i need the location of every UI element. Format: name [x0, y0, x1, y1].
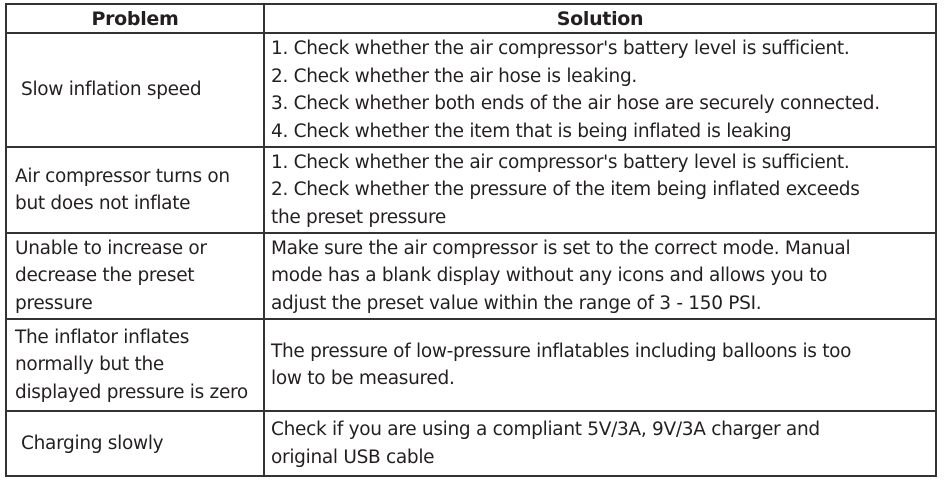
solution-text-line: Check if you are using a compliant 5V/3A, 9V/3A charger and [271, 419, 820, 440]
troubleshooting-table [5, 3, 937, 477]
solution-cell [264, 33, 936, 147]
solution-text-line: 1. Check whether the air compressor's battery level is sufficient. [271, 151, 850, 173]
table-row [6, 411, 936, 476]
solution-text-line: The pressure of low-pressure inflatables including balloons is too [271, 340, 852, 362]
solution-text-line: 2. Check whether the air hose is leaking. [271, 65, 637, 87]
solution-text-line: low to be measured. [271, 368, 455, 389]
solution-text-line: 4. Check whether the item that is being inflated is leaking [271, 120, 792, 142]
solution-text-line: adjust the preset value within the range of 3 - 150 PSI. [271, 292, 762, 314]
solution-text-line: 1. Check whether the air compressor's battery level is sufficient. [271, 38, 850, 59]
solution-text-line: 2. Check whether the pressure of the item being inflated exceeds [271, 179, 860, 201]
solution-text-line: mode has a blank display without any icons and allows you to [271, 265, 828, 287]
problem-cell [6, 233, 264, 319]
problem-text-line: The inflator inflates [15, 326, 190, 348]
table-row [6, 147, 936, 233]
problem-cell [6, 411, 264, 476]
solution-text-line: the preset pressure [271, 206, 446, 228]
problem-text-line: displayed pressure is zero [15, 381, 248, 403]
solution-cell [264, 411, 936, 476]
header-problem: Problem [6, 4, 264, 33]
header-row [6, 4, 936, 33]
problem-text-line: but does not inflate [15, 193, 191, 214]
problem-cell [6, 319, 264, 411]
solution-cell [264, 147, 936, 233]
problem-text-line: pressure [15, 292, 93, 314]
solution-text-line: Make sure the air compressor is set to the correct mode. Manual [271, 237, 851, 259]
solution-text-line: original USB cable [271, 446, 435, 468]
solution-text-line: 3. Check whether both ends of the air hose are securely connected. [271, 93, 880, 114]
problem-text-line: normally but the [15, 354, 164, 376]
problem-text-line: Air compressor turns on [15, 165, 230, 187]
table-row [6, 33, 936, 147]
problem-cell [6, 147, 264, 233]
problem-text-line: Unable to increase or [15, 237, 207, 259]
header-solution: Solution [264, 4, 936, 33]
table-row [6, 319, 936, 411]
problem-cell [6, 33, 264, 147]
table-row [6, 233, 936, 319]
problem-text-line: decrease the preset [15, 265, 195, 287]
problem-text-line: Charging slowly [21, 432, 164, 454]
solution-cell [264, 319, 936, 411]
problem-text-line: Slow inflation speed [21, 79, 202, 101]
solution-cell [264, 233, 936, 319]
